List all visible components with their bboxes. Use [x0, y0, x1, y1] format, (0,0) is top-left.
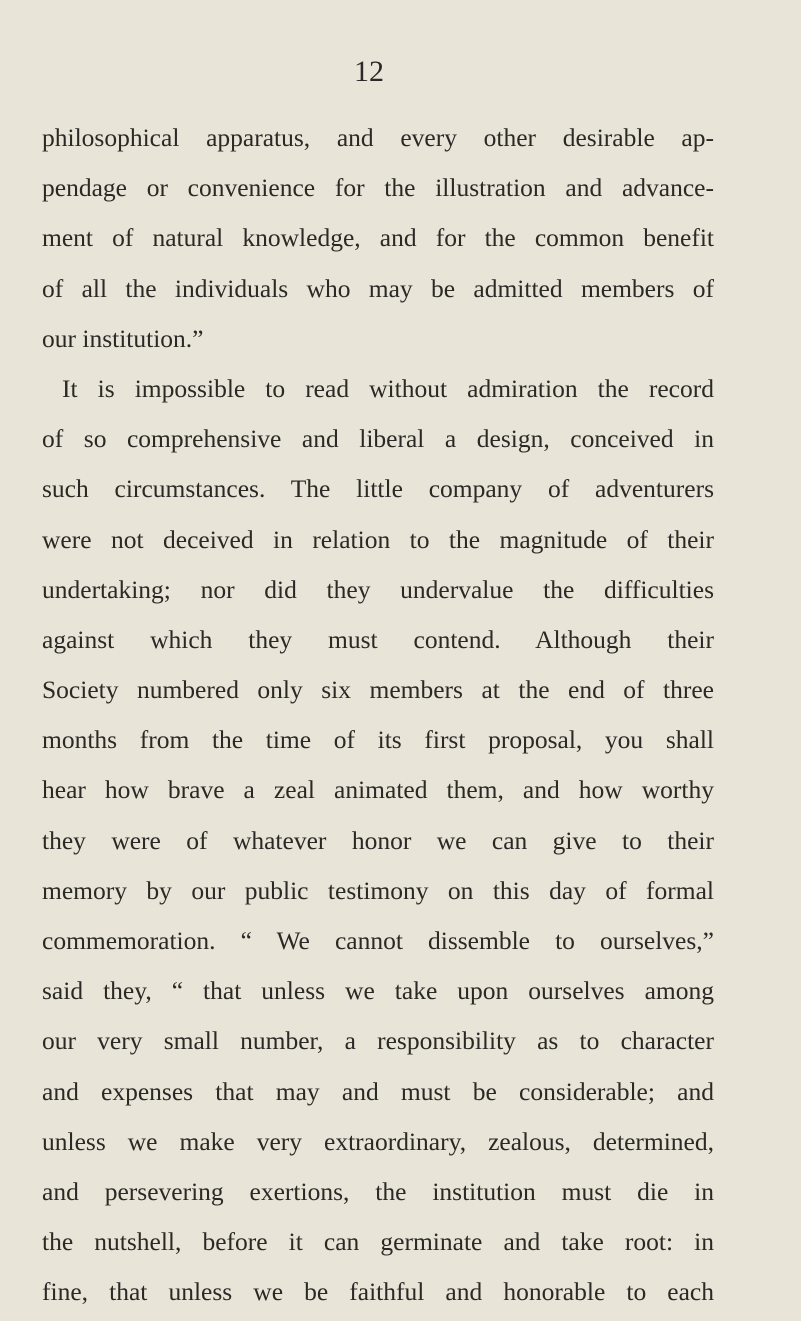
text-line: unless we make very extraordinary, zealous, determined, [42, 1126, 714, 1156]
text-line: It is impossible to read without admiration the record [62, 373, 714, 403]
text-line: memory by our public testimony on this day of formal [42, 875, 714, 905]
text-line: our institution.” [42, 323, 204, 353]
text-line: hear how brave a zeal animated them, and how worthy [42, 775, 714, 805]
text-line: and persevering exertions, the institution must die in [42, 1176, 714, 1206]
text-line: such circumstances. The little company of adventurers [42, 474, 714, 504]
text-line: Society numbered only six members at the end of three [42, 675, 714, 705]
text-line: the nutshell, before it can germinate and take root: in [42, 1227, 714, 1257]
text-line: fine, that unless we be faithful and honorable to each [42, 1277, 714, 1307]
text-line: philosophical apparatus, and every other desirable ap- [42, 123, 714, 152]
text-line: against which they must contend. Although their [42, 624, 714, 654]
body-text [42, 113, 714, 1318]
text-line: undertaking; nor did they undervalue the difficulties [42, 574, 714, 604]
text-line: were not deceived in relation to the magnitude of their [42, 524, 714, 554]
text-line: commemoration. “ We cannot dissemble to ourselves,” [42, 926, 714, 955]
text-line: pendage or convenience for the illustration and advance- [42, 173, 714, 203]
text-line: months from the time of its first proposal, you shall [42, 725, 714, 755]
text-line: they were of whatever honor we can give to their [42, 825, 714, 855]
text-line: of all the individuals who may be admitted members of [42, 273, 714, 303]
text-line: our very small number, a responsibility as to character [42, 1026, 714, 1056]
text-line: said they, “ that unless we take upon ourselves among [42, 976, 714, 1006]
text-line: of so comprehensive and liberal a design, conceived in [42, 424, 714, 454]
text-line: ment of natural knowledge, and for the common benefit [42, 223, 714, 253]
page-number: 12 [354, 55, 384, 88]
text-line: and expenses that may and must be considerable; and [42, 1076, 714, 1106]
